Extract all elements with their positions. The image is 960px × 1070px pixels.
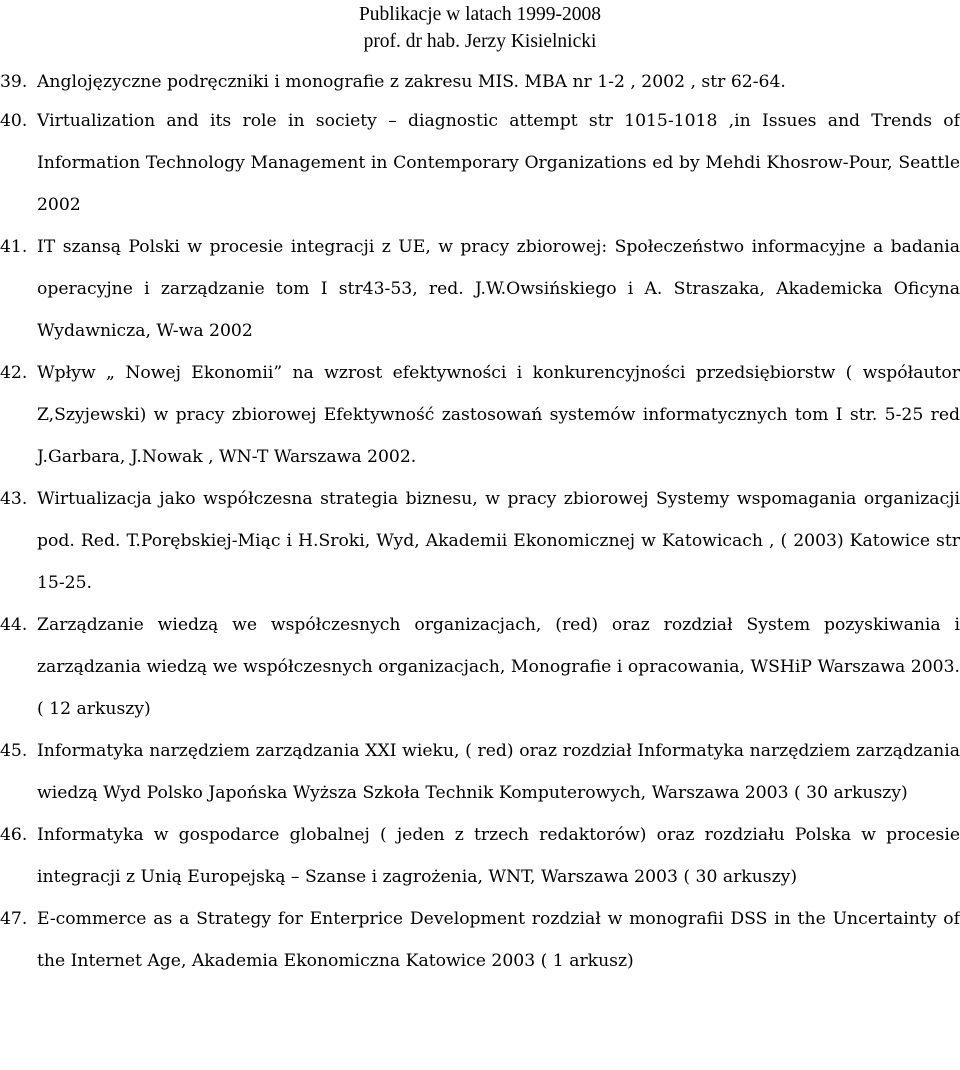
entry-text: Zarządzanie wiedzą we współczesnych organizacjach, (red) oraz rozdział System pozyskiwania i zarządzania wiedzą we współczesnych organizacjach, Monografie i opracowania, WSHiP Warszawa 2003.( 12 arkuszy)	[37, 615, 960, 719]
entry-text: IT szansą Polski w procesie integracji z UE, w pracy zbiorowej: Społeczeństwo informacyjne a badania operacyjne i zarządzanie tom I str43-53, red. J.W.Owsińskiego i A. Straszaka, Akademicka Oficyna Wydawnicza, W-wa 2002	[37, 237, 960, 341]
entry-number: 39.	[0, 72, 28, 92]
publication-entry-39	[0, 64, 960, 100]
publication-entry-46	[0, 814, 960, 898]
header-author: prof. dr hab. Jerzy Kisielnicki	[363, 31, 597, 52]
entry-text: Virtualization and its role in society – diagnostic attempt str 1015-1018 ,in Issues and Trends of Information Technology Management in Contemporary Organizations ed by Mehdi Khosrow-Pour, Seattle 2002	[37, 111, 960, 215]
publication-entry-45	[0, 730, 960, 814]
publication-entry-41	[0, 226, 960, 352]
publication-entry-42	[0, 352, 960, 478]
entry-number: 44.	[0, 615, 28, 635]
entry-number: 42.	[0, 363, 28, 383]
entry-number: 46.	[0, 825, 28, 845]
header-title: Publikacje w latach 1999-2008	[358, 4, 602, 25]
entry-number: 40.	[0, 111, 28, 131]
entry-number: 45.	[0, 741, 28, 761]
entry-text: Anglojęzyczne podręczniki i monografie z zakresu MIS. MBA nr 1-2 , 2002 , str 62-64.	[37, 72, 786, 92]
publication-entry-43	[0, 478, 960, 604]
entry-text: Wirtualizacja jako współczesna strategia biznesu, w pracy zbiorowej Systemy wspomagania organizacji pod. Red. T.Porębskiej-Miąc i H.Sroki, Wyd, Akademii Ekonomicznej w Katowicach , ( 2003) Katowice str 15-25.	[37, 489, 960, 593]
publication-entry-44	[0, 604, 960, 730]
entry-text: Informatyka narzędziem zarządzania XXI wieku, ( red) oraz rozdział Informatyka narzędziem zarządzania wiedzą Wyd Polsko Japońska Wyższa Szkoła Technik Komputerowych, Warszawa 2003 ( 30 arkuszy)	[37, 741, 960, 803]
publication-entry-47	[0, 898, 960, 982]
entry-text: E-commerce as a Strategy for Enterprice Development rozdział w monografii DSS in the Uncertainty of the Internet Age, Akademia Ekonomiczna Katowice 2003 ( 1 arkusz)	[37, 909, 960, 971]
entry-text: Informatyka w gospodarce globalnej ( jeden z trzech redaktorów) oraz rozdziału Polska w procesie integracji z Unią Europejską – Szanse i zagrożenia, WNT, Warszawa 2003 ( 30 arkuszy)	[37, 825, 960, 887]
page-header	[0, 1, 960, 55]
publication-entry-40	[0, 100, 960, 226]
publication-list	[0, 68, 960, 982]
entry-text: Wpływ „ Nowej Ekonomii” na wzrost efektywności i konkurencyjności przedsiębiorstw ( współautor Z,Szyjewski) w pracy zbiorowej Efektywność zastosowań systemów informatycznych tom I str. 5-25 red J.Garbara, J.Nowak , WN-T Warszawa 2002.	[37, 363, 960, 467]
entry-number: 41.	[0, 237, 28, 257]
entry-number: 43.	[0, 489, 28, 509]
entry-number: 47.	[0, 909, 28, 929]
